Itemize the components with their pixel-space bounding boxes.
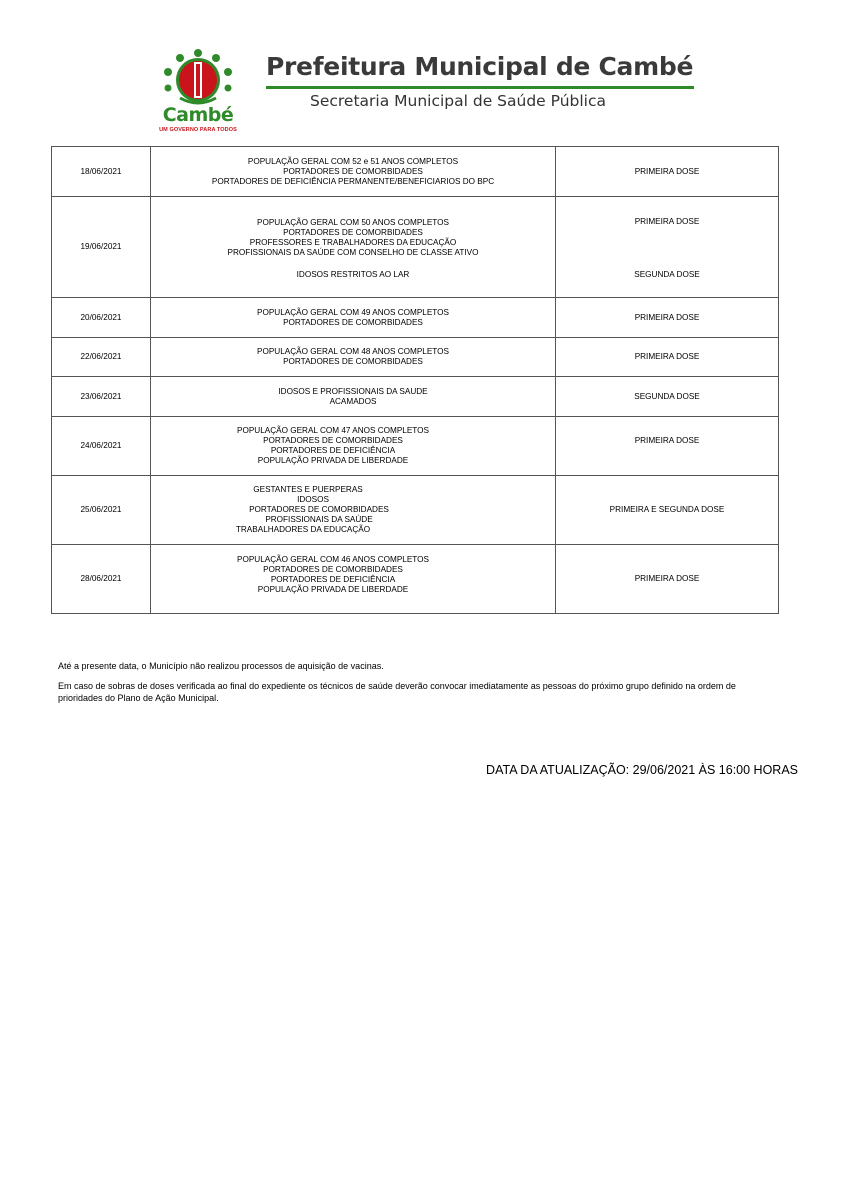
dose-cell: PRIMEIRA DOSE (556, 545, 779, 614)
groups-cell (151, 476, 556, 545)
group-line: PORTADORES DE DEFICIÊNCIA PERMANENTE/BENEFICIARIOS DO BPC (211, 176, 495, 186)
dose-cell (556, 197, 779, 298)
vaccination-schedule-table (51, 146, 779, 614)
group-line: PORTADORES DE COMORBIDADES (263, 436, 403, 445)
table-row (52, 338, 779, 377)
group-line: PORTADORES DE COMORBIDADES (283, 166, 423, 176)
cambe-emblem-icon (150, 48, 246, 108)
date-cell: 24/06/2021 (52, 417, 151, 476)
group-line: POPULAÇÃO GERAL COM 49 ANOS COMPLETOS (256, 307, 449, 317)
groups-cell (151, 298, 556, 338)
group-line: POPULAÇÃO GERAL COM 50 ANOS COMPLETOS (256, 218, 449, 227)
group-line-extra: IDOSOS RESTRITOS AO LAR (296, 270, 410, 279)
groups-cell (151, 147, 556, 197)
logo-motto: UM GOVERNO PARA TODOS (159, 127, 237, 133)
date-cell: 19/06/2021 (52, 197, 151, 298)
update-timestamp: DATA DA ATUALIZAÇÃO: 29/06/2021 ÀS 16:00 HORAS (486, 763, 798, 777)
group-line: PORTADORES DE COMORBIDADES (283, 357, 423, 366)
date-cell: 28/06/2021 (52, 545, 151, 614)
table-row (52, 377, 779, 417)
dose-line: PRIMEIRA DOSE (634, 436, 700, 445)
group-line: POPULAÇÃO PRIVADA DE LIBERDADE (257, 456, 409, 465)
dose-line: PRIMEIRA DOSE (634, 216, 700, 226)
page-title: Prefeitura Municipal de Cambé (266, 52, 694, 81)
group-line: TRABALHADORES DA EDUCAÇÃO (235, 525, 371, 534)
notes-section (58, 660, 778, 712)
group-line: POPULAÇÃO GERAL COM 47 ANOS COMPLETOS (236, 426, 429, 435)
logo-wordmark: Cambé (162, 104, 234, 126)
groups-cell (151, 377, 556, 417)
table-row (52, 417, 779, 476)
table-row (52, 476, 779, 545)
group-line: PORTADORES DE DEFICIÊNCIA (270, 446, 396, 455)
date-cell: 25/06/2021 (52, 476, 151, 545)
date-cell: 23/06/2021 (52, 377, 151, 417)
dose-cell: PRIMEIRA DOSE (556, 338, 779, 377)
groups-cell (151, 338, 556, 377)
group-line: PORTADORES DE COMORBIDADES (283, 228, 423, 237)
note-acquisition: Até a presente data, o Município não realizou processos de aquisição de vacinas. (58, 661, 384, 671)
dose-cell: PRIMEIRA DOSE (556, 298, 779, 338)
group-line: PORTADORES DE COMORBIDADES (283, 317, 423, 327)
group-line: POPULAÇÃO GERAL COM 48 ANOS COMPLETOS (256, 347, 449, 356)
dose-cell: PRIMEIRA DOSE (556, 147, 779, 197)
dose-line-extra: SEGUNDA DOSE (634, 269, 700, 279)
group-line: PORTADORES DE DEFICIÊNCIA (270, 575, 396, 584)
table-row (52, 545, 779, 614)
group-line: PORTADORES DE COMORBIDADES (249, 505, 389, 514)
groups-cell (151, 417, 556, 476)
group-line: PROFESSORES E TRABALHADORES DA EDUCAÇÃO (249, 238, 457, 247)
date-cell: 18/06/2021 (52, 147, 151, 197)
date-cell: 20/06/2021 (52, 298, 151, 338)
table-row (52, 298, 779, 338)
group-line: POPULAÇÃO PRIVADA DE LIBERDADE (257, 585, 409, 594)
table-row (52, 147, 779, 197)
page-subtitle: Secretaria Municipal de Saúde Pública (310, 92, 607, 110)
group-line: IDOSOS E PROFISSIONAIS DA SAUDE (278, 386, 428, 396)
group-line: POPULAÇÃO GERAL COM 52 e 51 ANOS COMPLETOS (247, 156, 459, 166)
group-line: PROFISSIONAIS DA SAÚDE COM CONSELHO DE CLASSE ATIVO (227, 248, 479, 257)
group-line: IDOSOS (297, 495, 329, 504)
groups-cell (151, 197, 556, 298)
groups-cell (151, 545, 556, 614)
group-line: PORTADORES DE COMORBIDADES (263, 565, 403, 574)
group-line: ACAMADOS (329, 396, 377, 406)
header-divider (266, 86, 694, 89)
dose-cell: SEGUNDA DOSE (556, 377, 779, 417)
table-row (52, 197, 779, 298)
group-line: POPULAÇÃO GERAL COM 46 ANOS COMPLETOS (236, 555, 429, 564)
note-leftover-doses: Em caso de sobras de doses verificada ao final do expediente os técnicos de saúde deverão convocar imediatamente as pessoas do próximo grupo definido na ordem de prioridades do Plano de Ação Municipal. (58, 681, 736, 703)
dose-cell: PRIMEIRA E SEGUNDA DOSE (556, 476, 779, 545)
group-line: GESTANTES E PUERPERAS (253, 485, 363, 494)
cambe-logo (150, 48, 246, 136)
dose-cell (556, 417, 779, 476)
date-cell: 22/06/2021 (52, 338, 151, 377)
group-line: PROFISSIONAIS DA SAÚDE (265, 515, 373, 524)
